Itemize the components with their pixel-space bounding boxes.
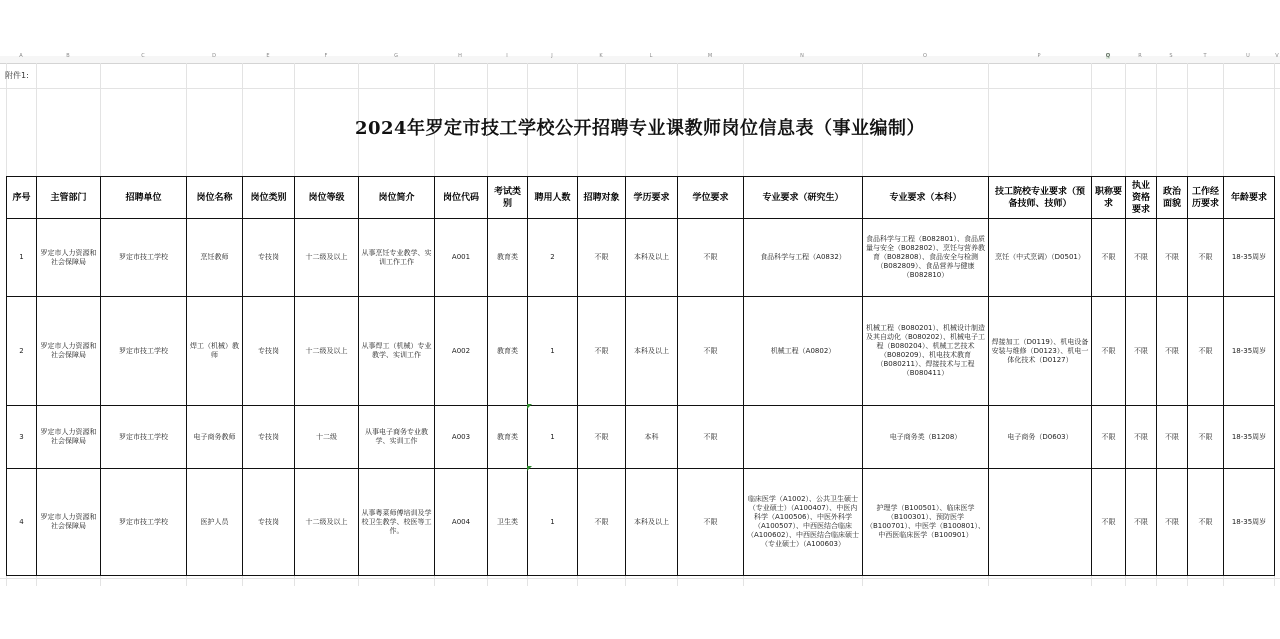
column-letter[interactable]: U	[1246, 53, 1250, 59]
table-row	[7, 406, 1275, 469]
column-letter[interactable]: N	[800, 53, 804, 59]
cell-cat[interactable]: 专技岗	[243, 406, 295, 469]
cell-experience[interactable]: 不限	[1188, 469, 1224, 576]
cell-code[interactable]: A004	[435, 469, 488, 576]
cell-grade[interactable]: 十二级及以上	[295, 219, 359, 297]
spreadsheet-sheet	[0, 53, 1280, 586]
column-letter[interactable]: B	[66, 53, 70, 59]
comment-marker-icon[interactable]	[527, 404, 532, 409]
cell-exam[interactable]: 教育类	[488, 219, 528, 297]
header-cell[interactable]: 招聘对象	[578, 177, 626, 219]
header-cell[interactable]: 主管部门	[37, 177, 101, 219]
column-letter[interactable]: M	[707, 53, 713, 59]
cell-major-pg[interactable]: 机械工程（A0802）	[744, 297, 863, 406]
cell-code[interactable]: A003	[435, 406, 488, 469]
header-cell[interactable]: 专业要求（研究生）	[744, 177, 863, 219]
gridline	[0, 88, 1280, 89]
cell-target[interactable]: 不限	[578, 406, 626, 469]
cell-degree[interactable]: 不限	[678, 469, 744, 576]
table-row	[7, 469, 1275, 576]
cell-major-tech[interactable]: 电子商务（D0603）	[989, 406, 1092, 469]
cell-count[interactable]: 2	[528, 219, 578, 297]
column-letter[interactable]: O	[923, 53, 927, 59]
cell-experience[interactable]: 不限	[1188, 406, 1224, 469]
header-cell[interactable]: 学历要求	[626, 177, 678, 219]
cell-major-tech[interactable]: 焊接加工（D0119）、机电设备安装与维修（D0123）、机电一体化技术（D0127）	[989, 297, 1092, 406]
cell-license[interactable]: 不限	[1126, 406, 1157, 469]
header-cell[interactable]: 序号	[7, 177, 37, 219]
cell-post[interactable]: 焊工（机械）教师	[187, 297, 243, 406]
cell-edu[interactable]: 本科及以上	[626, 469, 678, 576]
column-letter[interactable]: K	[599, 53, 603, 59]
header-cell[interactable]: 聘用人数	[528, 177, 578, 219]
column-letter[interactable]: D	[212, 53, 216, 59]
column-letter[interactable]: I	[506, 53, 508, 59]
cell-intro[interactable]: 从事焊工（机械）专业教学、实训工作	[359, 297, 435, 406]
header-cell[interactable]: 专业要求（本科）	[863, 177, 989, 219]
cell-title-req[interactable]: 不限	[1092, 469, 1126, 576]
cell-age[interactable]: 18-35周岁	[1224, 297, 1275, 406]
column-letter[interactable]: G	[394, 53, 398, 59]
cell-cat[interactable]: 专技岗	[243, 219, 295, 297]
comment-marker-icon[interactable]	[527, 466, 532, 471]
header-cell[interactable]: 执业资格要求	[1126, 177, 1157, 219]
header-cell[interactable]: 岗位类别	[243, 177, 295, 219]
cell-experience[interactable]: 不限	[1188, 297, 1224, 406]
column-letter[interactable]: H	[458, 53, 462, 59]
header-cell[interactable]: 岗位简介	[359, 177, 435, 219]
cell-license[interactable]: 不限	[1126, 219, 1157, 297]
cell-no[interactable]: 2	[7, 297, 37, 406]
cell-major-ug[interactable]: 电子商务类（B1208）	[863, 406, 989, 469]
header-cell[interactable]: 年龄要求	[1224, 177, 1275, 219]
header-cell[interactable]: 职称要求	[1092, 177, 1126, 219]
column-letter[interactable]: T	[1203, 53, 1207, 59]
cell-political[interactable]: 不限	[1157, 406, 1188, 469]
column-letter[interactable]: R	[1138, 53, 1142, 59]
cell-code[interactable]: A002	[435, 297, 488, 406]
cell-political[interactable]: 不限	[1157, 297, 1188, 406]
cell-cat[interactable]: 专技岗	[243, 297, 295, 406]
cell-code[interactable]: A001	[435, 219, 488, 297]
page-title: 2024年罗定市技工学校公开招聘专业课教师岗位信息表（事业编制）	[354, 118, 926, 139]
header-cell[interactable]: 工作经历要求	[1188, 177, 1224, 219]
cell-unit[interactable]: 罗定市技工学校	[101, 406, 187, 469]
header-cell[interactable]: 学位要求	[678, 177, 744, 219]
column-letter[interactable]: Q	[1106, 53, 1110, 59]
cell-no[interactable]: 4	[7, 469, 37, 576]
header-cell[interactable]: 政治面貌	[1157, 177, 1188, 219]
column-letter[interactable]: V	[1275, 53, 1279, 59]
column-ruler	[0, 53, 1280, 64]
cell-dept[interactable]: 罗定市人力资源和社会保障局	[37, 406, 101, 469]
column-letter[interactable]: F	[324, 53, 328, 59]
header-cell[interactable]: 岗位名称	[187, 177, 243, 219]
job-info-table	[6, 176, 1275, 576]
header-cell[interactable]: 技工院校专业要求（预备技师、技师）	[989, 177, 1092, 219]
cell-post[interactable]: 电子商务教师	[187, 406, 243, 469]
cell-major-pg[interactable]: 食品科学与工程（A0832）	[744, 219, 863, 297]
cell-no[interactable]: 1	[7, 219, 37, 297]
cell-unit[interactable]: 罗定市技工学校	[101, 297, 187, 406]
cell-unit[interactable]: 罗定市技工学校	[101, 219, 187, 297]
cell-major-ug[interactable]: 机械工程（B080201）、机械设计制造及其自动化（B080202）、机械电子工程（B080204）、机械工艺技术（B080209）、机电技术教育（B080211）、焊接技术与工程（B080411）	[863, 297, 989, 406]
cell-title-req[interactable]: 不限	[1092, 297, 1126, 406]
cell-political[interactable]: 不限	[1157, 219, 1188, 297]
cell-intro[interactable]: 从事烹饪专业教学、实训工作工作	[359, 219, 435, 297]
cell-grade[interactable]: 十二级	[295, 406, 359, 469]
cell-target[interactable]: 不限	[578, 469, 626, 576]
cell-intro[interactable]: 从事粤菜师傅培训及学校卫生教学、校医等工作。	[359, 469, 435, 576]
cell-license[interactable]: 不限	[1126, 469, 1157, 576]
cell-major-tech[interactable]: 烹饪（中式烹调）（D0501）	[989, 219, 1092, 297]
cell-target[interactable]: 不限	[578, 219, 626, 297]
cell-dept[interactable]: 罗定市人力资源和社会保障局	[37, 219, 101, 297]
cell-exam[interactable]: 卫生类	[488, 469, 528, 576]
cell-major-ug[interactable]: 食品科学与工程（B082801）、食品质量与安全（B082802）、烹饪与营养教育（B082808）、食品安全与检测（B082809）、食品营养与健康（B082810）	[863, 219, 989, 297]
cell-cat[interactable]: 专技岗	[243, 469, 295, 576]
table-row	[7, 297, 1275, 406]
cell-unit[interactable]: 罗定市技工学校	[101, 469, 187, 576]
column-letter[interactable]: C	[141, 53, 145, 59]
column-letter[interactable]: J	[551, 53, 553, 59]
cell-grade[interactable]: 十二级及以上	[295, 297, 359, 406]
cell-count[interactable]: 1	[528, 406, 578, 469]
header-cell[interactable]: 招聘单位	[101, 177, 187, 219]
cell-intro[interactable]: 从事电子商务专业教学、实训工作	[359, 406, 435, 469]
cell-post[interactable]: 医护人员	[187, 469, 243, 576]
gridline	[0, 578, 1280, 579]
cell-edu[interactable]: 本科	[626, 406, 678, 469]
cell-grade[interactable]: 十二级及以上	[295, 469, 359, 576]
cell-no[interactable]: 3	[7, 406, 37, 469]
header-row	[7, 177, 1275, 219]
column-letter[interactable]: A	[19, 53, 23, 59]
cell-edu[interactable]: 本科及以上	[626, 297, 678, 406]
cell-dept[interactable]: 罗定市人力资源和社会保障局	[37, 297, 101, 406]
cell-major-tech[interactable]	[989, 469, 1092, 576]
cell-title-req[interactable]: 不限	[1092, 406, 1126, 469]
column-letter[interactable]: S	[1169, 53, 1173, 59]
cell-major-pg[interactable]	[744, 406, 863, 469]
column-letter[interactable]: L	[649, 53, 653, 59]
cell-dept[interactable]: 罗定市人力资源和社会保障局	[37, 469, 101, 576]
cell-exam[interactable]: 教育类	[488, 297, 528, 406]
cell-experience[interactable]: 不限	[1188, 219, 1224, 297]
header-cell[interactable]: 岗位代码	[435, 177, 488, 219]
cell-age[interactable]: 18-35周岁	[1224, 406, 1275, 469]
column-letter[interactable]: E	[266, 53, 270, 59]
cell-post[interactable]: 烹饪教师	[187, 219, 243, 297]
cell-exam[interactable]: 教育类	[488, 406, 528, 469]
cell-target[interactable]: 不限	[578, 297, 626, 406]
cell-degree[interactable]: 不限	[678, 406, 744, 469]
cell-license[interactable]: 不限	[1126, 297, 1157, 406]
header-cell[interactable]: 考试类别	[488, 177, 528, 219]
cell-count[interactable]: 1	[528, 469, 578, 576]
cell-age[interactable]: 18-35周岁	[1224, 469, 1275, 576]
cell-major-ug[interactable]: 护理学（B100501）、临床医学（B100301）、预防医学（B100701）、中医学（B100801）、中西医临床医学（B100901）	[863, 469, 989, 576]
cell-count[interactable]: 1	[528, 297, 578, 406]
table-row	[7, 219, 1275, 297]
cell-degree[interactable]: 不限	[678, 219, 744, 297]
cell-political[interactable]: 不限	[1157, 469, 1188, 576]
cell-age[interactable]: 18-35周岁	[1224, 219, 1275, 297]
cell-major-pg[interactable]: 临床医学（A1002）、公共卫生硕士（专业硕士）（A100407）、中医内科学（A100506）、中医外科学（A100507）、中西医结合临床（A100602）、中西医结合临床硕士（专业硕士）（A100603）	[744, 469, 863, 576]
header-cell[interactable]: 岗位等级	[295, 177, 359, 219]
cell-degree[interactable]: 不限	[678, 297, 744, 406]
attachment-label: 附件1:	[5, 71, 29, 80]
cell-edu[interactable]: 本科及以上	[626, 219, 678, 297]
column-letter[interactable]: P	[1037, 53, 1041, 59]
cell-title-req[interactable]: 不限	[1092, 219, 1126, 297]
